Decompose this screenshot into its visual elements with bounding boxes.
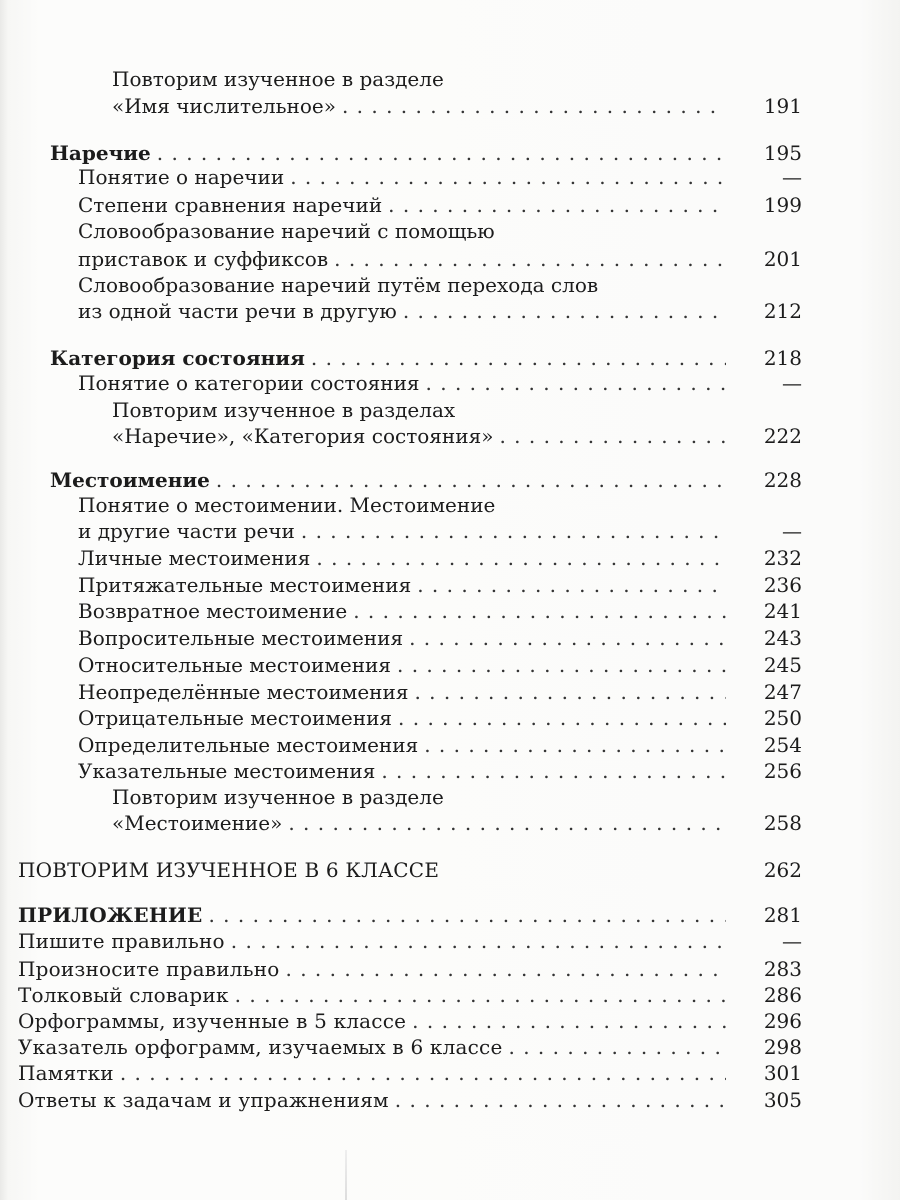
dot-leader [395, 1087, 726, 1113]
dot-leader [353, 598, 726, 624]
toc-entry-title: Понятие о наречии [78, 165, 285, 189]
toc-entry-title: ПРИЛОЖЕНИЕ [18, 903, 203, 927]
toc-entry [0, 370, 900, 396]
toc-entry [0, 784, 900, 810]
toc-entry [0, 857, 900, 883]
toc-page-number: 250 [763, 706, 802, 730]
toc-entry-line [112, 810, 732, 836]
toc-entry-title: Орфограммы, изученные в 5 классе [18, 1009, 407, 1033]
toc-entry [0, 625, 900, 651]
dot-leader [290, 164, 726, 190]
toc-page-number: 195 [763, 141, 802, 165]
toc-entry-title: Произносите правильно [18, 957, 280, 981]
toc-entry-line [78, 164, 732, 190]
toc-entry-line [112, 93, 732, 119]
toc-entry [0, 192, 900, 218]
toc-page-number: 286 [763, 983, 802, 1007]
toc-entry-title: Притяжательные местоимения [78, 573, 412, 597]
toc-page-number: 298 [763, 1035, 802, 1059]
toc-entry [0, 492, 900, 518]
page-fold-shadow [345, 1150, 347, 1200]
toc-page-number: 241 [763, 599, 802, 623]
toc-entry-title: Неопределённые местоимения [78, 680, 409, 704]
toc-entry [0, 758, 900, 784]
toc-entry [0, 298, 900, 324]
dot-leader [509, 1034, 727, 1060]
toc-entry [0, 572, 900, 598]
toc-page-number: 191 [763, 94, 802, 118]
toc-entry [0, 518, 900, 544]
toc-entry-title: Наречие [50, 141, 151, 165]
dot-leader [412, 1008, 726, 1034]
dot-leader [414, 679, 726, 705]
toc-entry [0, 1034, 900, 1060]
toc-entry-line [18, 902, 732, 928]
toc-entry-line [50, 467, 732, 493]
toc-entry-line [78, 572, 732, 598]
toc-entry-line [78, 492, 495, 518]
toc-entry-title: Ответы к задачам и упражнениям [18, 1088, 389, 1112]
toc-entry-line [18, 1087, 732, 1113]
toc-entry-line [78, 705, 732, 731]
toc-entry-line [112, 397, 455, 423]
toc-entry-title: Указатель орфограмм, изучаемых в 6 классе [18, 1035, 503, 1059]
toc-entry [0, 705, 900, 731]
toc-entry-title: Относительные местоимения [78, 653, 391, 677]
toc-page-number: 212 [763, 299, 802, 323]
toc-entry-line [78, 758, 732, 784]
toc-entry-title: «Наречие», «Категория состояния» [112, 424, 494, 448]
toc-entry-line [18, 857, 732, 883]
toc-entry [0, 928, 900, 954]
toc-page-number: 201 [763, 247, 802, 271]
toc-page-number: 256 [763, 759, 802, 783]
dot-leader [157, 140, 726, 166]
toc-entry-title: Пишите правильно [18, 929, 225, 953]
toc-entry-line [78, 652, 732, 678]
toc-entry-title: Понятие о категории состояния [78, 371, 420, 395]
dot-leader [288, 810, 726, 836]
toc-page-number: — [782, 929, 802, 953]
toc-page-number: 245 [763, 653, 802, 677]
toc-page-number: 283 [763, 957, 802, 981]
toc-entry [0, 956, 900, 982]
toc-entry-line [112, 423, 732, 449]
toc-entry-title: Повторим изученное в разделе [112, 67, 444, 91]
toc-page-number: 232 [763, 546, 802, 570]
dot-leader [342, 93, 726, 119]
toc-entry-title: Определительные местоимения [78, 733, 419, 757]
dot-leader [334, 246, 726, 272]
dot-leader [403, 298, 726, 324]
dot-leader [424, 732, 726, 758]
toc-entry-title: Отрицательные местоимения [78, 706, 393, 730]
toc-entry-title: Категория состояния [50, 346, 305, 370]
toc-entry [0, 218, 900, 244]
toc-entry-title: ПОВТОРИМ ИЗУЧЕННОЕ В 6 КЛАССЕ [18, 858, 440, 882]
dot-leader [286, 956, 727, 982]
toc-entry [0, 732, 900, 758]
toc-page-number: 247 [763, 680, 802, 704]
dot-leader [381, 758, 726, 784]
toc-entry-title: Памятки [18, 1061, 114, 1085]
toc-entry [0, 902, 900, 928]
toc-entry-line [18, 1034, 732, 1060]
toc-entry [0, 810, 900, 836]
toc-entry [0, 467, 900, 493]
dot-leader [235, 982, 726, 1008]
toc-entry-line [78, 518, 732, 544]
toc-page-number: — [782, 519, 802, 543]
toc-entry-line [78, 272, 598, 298]
toc-page-number: 218 [763, 346, 802, 370]
toc-entry-title: Повторим изученное в разделе [112, 785, 444, 809]
toc-page-number: 254 [763, 733, 802, 757]
dot-leader [499, 423, 726, 449]
toc-page-number: 222 [763, 424, 802, 448]
toc-page-number: — [782, 165, 802, 189]
toc-entry-line [78, 370, 732, 396]
toc-entry [0, 93, 900, 119]
dot-leader [409, 625, 726, 651]
toc-entry-title: из одной части речи в другую [78, 299, 397, 323]
toc-entry-line [50, 140, 732, 166]
toc-entry-line [78, 298, 732, 324]
toc-page-number: 236 [763, 573, 802, 597]
toc-entry-line [18, 1008, 732, 1034]
toc-entry [0, 1060, 900, 1086]
toc-entry-title: Личные местоимения [78, 546, 311, 570]
toc-entry-line [78, 192, 732, 218]
toc-entry-line [112, 66, 444, 92]
toc-page-number: 281 [763, 903, 802, 927]
toc-page-number: — [782, 371, 802, 395]
toc-entry [0, 545, 900, 571]
toc-entry-title: приставок и суффиксов [78, 247, 329, 271]
toc-entry-title: Понятие о местоимении. Местоимение [78, 493, 496, 517]
toc-entry-title: Словообразование наречий с помощью [78, 219, 495, 243]
toc-entry [0, 272, 900, 298]
toc-page-number: 305 [763, 1088, 802, 1112]
toc-entry-line [18, 956, 732, 982]
dot-leader [388, 192, 726, 218]
dot-leader [397, 652, 726, 678]
toc-entry-line [78, 246, 732, 272]
toc-entry-line [50, 345, 732, 371]
toc-entry [0, 164, 900, 190]
dot-leader [208, 902, 726, 928]
dot-leader [301, 518, 726, 544]
toc-entry-title: Словообразование наречий путём перехода слов [78, 273, 599, 297]
toc-entry-line [78, 679, 732, 705]
toc-entry [0, 652, 900, 678]
toc-entry-title: Возвратное местоимение [78, 599, 348, 623]
dot-leader [426, 370, 726, 396]
toc-page-number: 258 [763, 811, 802, 835]
toc-entry [0, 246, 900, 272]
dot-leader [120, 1060, 726, 1086]
toc-entry [0, 1087, 900, 1113]
toc-entry [0, 66, 900, 92]
toc-page-number: 262 [763, 858, 802, 882]
toc-entry [0, 140, 900, 166]
toc-entry [0, 345, 900, 371]
toc-entry-title: «Имя числительное» [112, 94, 336, 118]
toc-entry-title: Повторим изученное в разделах [112, 398, 456, 422]
toc-entry-line [78, 598, 732, 624]
toc-entry-title: Указательные местоимения [78, 759, 376, 783]
toc-entry-line [78, 545, 732, 571]
dot-leader [231, 928, 726, 954]
toc-entry [0, 423, 900, 449]
toc-entry [0, 397, 900, 423]
dot-leader [398, 705, 726, 731]
dot-leader [216, 467, 726, 493]
toc-page-number: 301 [763, 1061, 802, 1085]
toc-entry-line [78, 218, 495, 244]
toc-page-number: 243 [763, 626, 802, 650]
dot-leader [417, 572, 726, 598]
toc-entry-line [78, 732, 732, 758]
toc-entry-title: Степени сравнения наречий [78, 193, 383, 217]
toc-entry-title: и другие части речи [78, 519, 295, 543]
toc-entry-title: Толковый словарик [18, 983, 229, 1007]
toc-entry [0, 598, 900, 624]
toc-entry [0, 1008, 900, 1034]
toc-entry-title: «Местоимение» [112, 811, 283, 835]
toc-entry-line [112, 784, 444, 810]
toc-entry-line [18, 982, 732, 1008]
dot-leader [316, 545, 726, 571]
toc-page-number: 228 [763, 468, 802, 492]
toc-entry-title: Местоимение [50, 468, 210, 492]
toc-entry-line [18, 928, 732, 954]
toc-entry [0, 982, 900, 1008]
toc-entry-line [18, 1060, 732, 1086]
toc-page-number: 296 [763, 1009, 802, 1033]
toc-entry-title: Вопросительные местоимения [78, 626, 404, 650]
toc-entry [0, 679, 900, 705]
toc-page-number: 199 [763, 193, 802, 217]
dot-leader [311, 345, 726, 371]
toc-entry-line [78, 625, 732, 651]
